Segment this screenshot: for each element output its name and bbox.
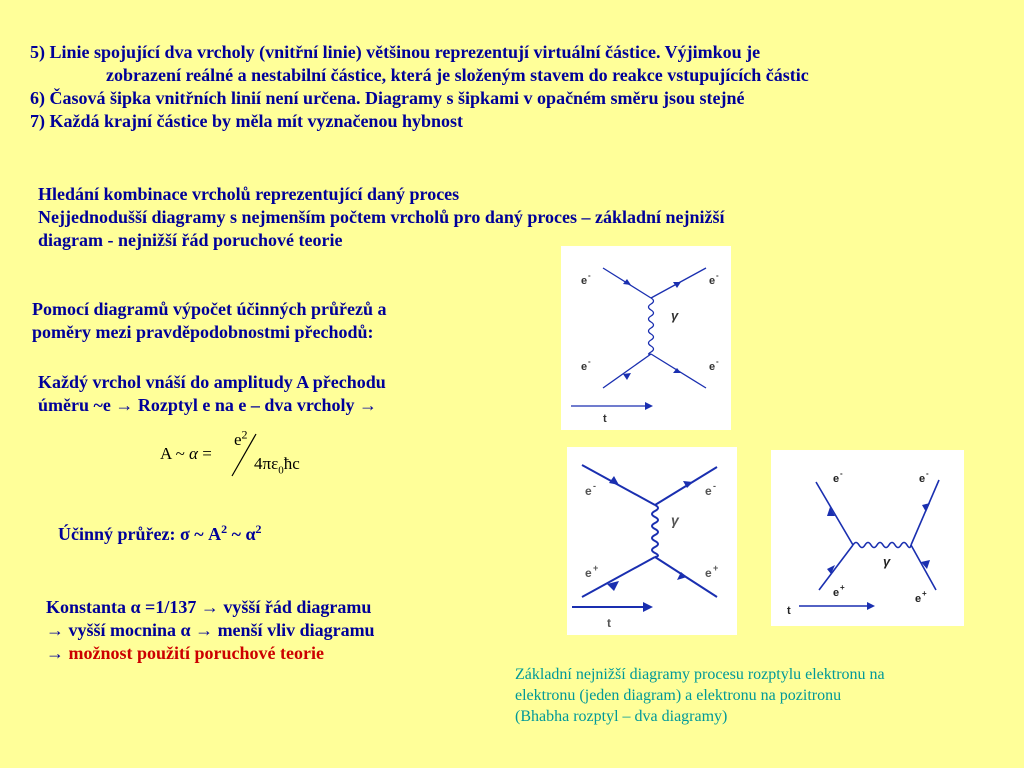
cross-section-mid: ~ α bbox=[227, 524, 256, 544]
label-minus: - bbox=[713, 481, 716, 491]
label-e: e bbox=[915, 593, 922, 605]
label-e: e bbox=[709, 275, 716, 287]
cross-section-line bbox=[58, 523, 262, 546]
outgoing-electron-line bbox=[911, 480, 939, 545]
constant-arrow: → bbox=[46, 643, 69, 663]
label-time: t bbox=[603, 413, 607, 425]
label-e: e bbox=[833, 587, 840, 599]
label-photon: γ bbox=[671, 512, 679, 528]
label-plus: + bbox=[593, 563, 599, 573]
label-minus: - bbox=[588, 357, 591, 366]
formula-denominator-tail: ħc bbox=[283, 454, 300, 473]
label-e: e bbox=[705, 484, 712, 498]
label-e: e bbox=[833, 473, 840, 485]
bhabha-t-channel-diagram bbox=[567, 447, 737, 635]
label-minus: - bbox=[926, 469, 929, 478]
formula-lhs-text: A ~ bbox=[160, 444, 190, 463]
formula-numerator-base: e bbox=[234, 430, 242, 449]
constant-line3 bbox=[46, 642, 506, 665]
label-minus: - bbox=[716, 357, 719, 366]
label-e: e bbox=[581, 275, 588, 287]
search-line2: Nejjednodušší diagramy s nejmenším počtem vrcholů pro daný proces – základní nejnižší bbox=[38, 207, 725, 227]
arrow-head bbox=[643, 602, 653, 612]
formula-lhs bbox=[160, 444, 212, 464]
label-minus: - bbox=[593, 481, 596, 491]
label-photon: γ bbox=[883, 554, 891, 569]
cross-section-exp1: 2 bbox=[221, 522, 228, 536]
search-line1: Hledání kombinace vrcholů reprezentující daný proces bbox=[38, 184, 460, 204]
formula-denominator bbox=[254, 454, 300, 476]
usage-block bbox=[32, 298, 512, 344]
search-line3: diagram - nejnižší řád poruchové teorie bbox=[38, 230, 343, 250]
label-e: e bbox=[581, 361, 588, 373]
diagram-caption bbox=[515, 664, 1015, 727]
label-e: e bbox=[585, 484, 592, 498]
label-e: e bbox=[585, 566, 592, 580]
cross-section-prefix: Účinný průřez: σ ~ A bbox=[58, 524, 222, 544]
formula-alpha: α bbox=[189, 444, 198, 463]
perturbation-theory-highlight: možnost použití poruchové teorie bbox=[68, 643, 324, 663]
arrow-head bbox=[645, 402, 653, 410]
label-plus: + bbox=[840, 583, 845, 592]
arrow-head bbox=[867, 602, 875, 610]
moller-diagram bbox=[561, 246, 731, 430]
photon-wavy-line bbox=[649, 298, 654, 354]
incoming-electron-line bbox=[816, 482, 853, 545]
caption-line3: (Bhabha rozptyl – dva diagramy) bbox=[515, 708, 728, 725]
vertex-line1: Každý vrchol vnáší do amplitudy A přechodu bbox=[38, 372, 386, 392]
label-time: t bbox=[607, 616, 611, 630]
label-minus: - bbox=[716, 271, 719, 280]
label-minus: - bbox=[588, 271, 591, 280]
coupling-formula bbox=[150, 427, 350, 490]
label-e: e bbox=[705, 566, 712, 580]
rule-5-line2: zobrazení reálné a nestabilní částice, která je složeným stavem do reakce vstupujících částic bbox=[106, 65, 809, 85]
photon-wavy-line bbox=[652, 505, 658, 557]
arrow-head bbox=[922, 503, 930, 512]
usage-line2: poměry mezi pravděpodobnostmi přechodů: bbox=[32, 322, 374, 342]
cross-section-exp2: 2 bbox=[255, 522, 262, 536]
rule-7: 7) Každá krajní částice by měla mít vyznačenou hybnost bbox=[30, 111, 463, 131]
label-e: e bbox=[919, 473, 926, 485]
formula-equals: = bbox=[197, 444, 212, 463]
label-time: t bbox=[787, 605, 791, 617]
formula-numerator-exp: 2 bbox=[241, 427, 248, 442]
constant-line2: → vyšší mocnina α → menší vliv diagramu bbox=[46, 620, 375, 640]
search-block bbox=[38, 183, 938, 252]
bhabha-s-channel-diagram bbox=[771, 450, 964, 626]
vertex-line2: úměru ~e → Rozptyl e na e – dva vrcholy → bbox=[38, 395, 378, 415]
constant-line1: Konstanta α =1/137 → vyšší řád diagramu bbox=[46, 597, 372, 617]
incoming-positron-line bbox=[819, 545, 853, 590]
label-e: e bbox=[709, 361, 716, 373]
constant-block bbox=[46, 596, 506, 665]
incoming-electron-bottom-line bbox=[603, 354, 651, 388]
label-plus: + bbox=[713, 563, 719, 573]
caption-line2: elektronu (jeden diagram) a elektronu na pozitronu bbox=[515, 687, 842, 704]
outgoing-positron-line bbox=[911, 545, 936, 590]
rules-block bbox=[30, 41, 1018, 133]
vertex-block bbox=[38, 371, 518, 417]
rule-5-line1: 5) Linie spojující dva vrcholy (vnitřní linie) většinou reprezentují virtuální částice. Výjimkou je bbox=[30, 42, 761, 62]
formula-denominator-base: 4πε bbox=[254, 454, 279, 473]
photon-wavy-line bbox=[853, 543, 911, 548]
rule-6: 6) Časová šipka vnitřních linií není určena. Diagramy s šipkami v opačném směru jsou stejné bbox=[30, 88, 745, 108]
formula-denominator-sub: 0 bbox=[278, 464, 284, 477]
label-minus: - bbox=[840, 469, 843, 478]
label-plus: + bbox=[922, 589, 927, 598]
arrow-head bbox=[623, 373, 631, 380]
label-photon: γ bbox=[671, 308, 679, 323]
caption-line1: Základní nejnižší diagramy procesu rozptylu elektronu na bbox=[515, 666, 885, 683]
usage-line1: Pomocí diagramů výpočet účinných průřezů a bbox=[32, 299, 387, 319]
